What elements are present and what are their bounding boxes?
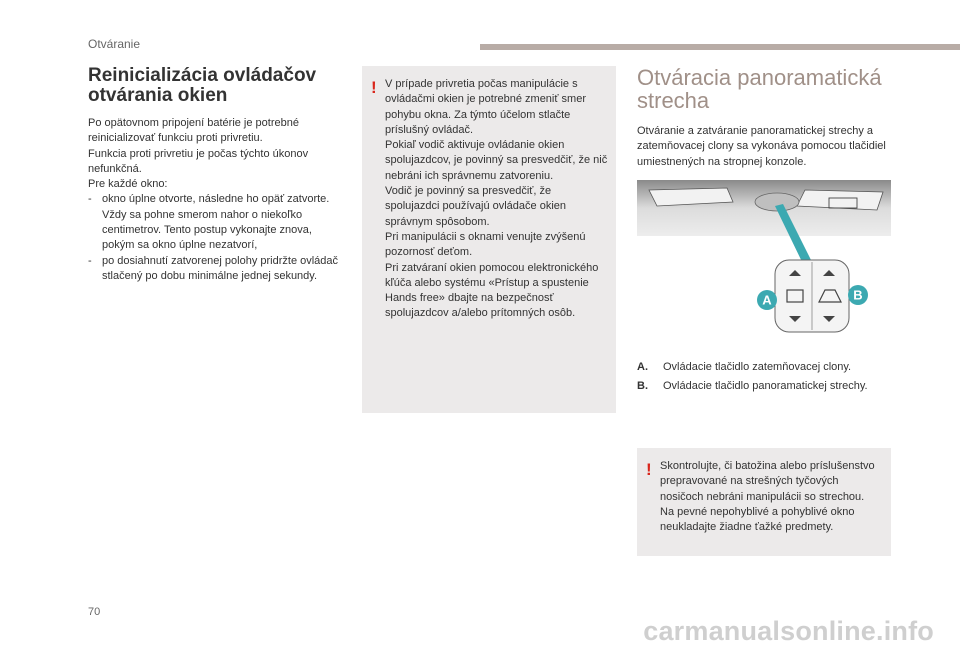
- warning-box: [362, 66, 616, 413]
- intro-line: Po opätovnom pripojení batérie je potrebné reinicializovať funkciu proti privretiu.: [88, 117, 299, 145]
- legend-item: [637, 360, 891, 375]
- panoramic-roof-title: Otváracia panoramatická strecha: [637, 65, 882, 113]
- bullet-text: po dosiahnutí zatvorenej polohy pridržte ovládač stlačený po dobu minimálne jednej sekundy.: [102, 254, 339, 282]
- warning-text: [385, 77, 608, 322]
- label-b: B: [853, 287, 863, 303]
- section-title: Reinicializácia ovládačov otvárania okien: [88, 65, 317, 106]
- bullet-dash: -: [88, 254, 92, 267]
- warning-paragraph: Vodič je povinný sa presvedčiť, že spolujazdci používajú ovládače okien správnym spôsobom.: [385, 185, 567, 228]
- warning-paragraph: Na pevné nepohyblivé a pohyblivé okno neukladajte žiadne ťažké predmety.: [660, 505, 855, 534]
- panoramic-roof-intro: Otváranie a zatváranie panoramatickej strechy a zatemňovacej clony sa vykonáva pomocou tlačidiel umiestnených na stropnej konzole.: [637, 125, 886, 168]
- roof-console-illustration: [637, 180, 891, 340]
- watermark: carmanualsonline.info: [643, 616, 934, 646]
- legend-key: A.: [637, 361, 648, 373]
- bullet-item: [88, 192, 340, 253]
- legend-item: [637, 379, 891, 394]
- warning-paragraph: Pri zatváraní okien pomocou elektronického kľúča alebo systému «Prístup a spustenie Hands free» dbajte na bezpečnosť spolujazdcov a/alebo prítomných osôb.: [385, 261, 599, 320]
- warning-text: [660, 459, 883, 535]
- sun-visor-right: [797, 190, 883, 210]
- warning-paragraph: V prípade privretia počas manipulácie s ovládačmi okien je potrebné zmeniť smer pohybu okna. Za týmto účelom stlačte príslušný ovládač.: [385, 78, 586, 136]
- intro-line: Funkcia proti privretiu je počas týchto úkonov nefunkčná.: [88, 147, 309, 175]
- header-bar: [480, 44, 960, 50]
- right-column: [637, 66, 891, 170]
- label-a: A: [762, 292, 772, 308]
- warning-paragraph: Pri manipulácii s oknami venujte zvýšenú pozornosť deťom.: [385, 230, 586, 259]
- legend-text: Ovládacie tlačidlo zatemňovacej clony.: [663, 361, 852, 373]
- page-number: 70: [88, 606, 101, 618]
- warning-icon: !: [371, 78, 377, 97]
- warning-box: [637, 448, 891, 556]
- bullet-dash: -: [88, 193, 92, 206]
- legend-text: Ovládacie tlačidlo panoramatickej strechy.: [663, 380, 868, 392]
- legend-key: B.: [637, 380, 648, 392]
- warning-icon: !: [646, 460, 652, 479]
- bullet-item: [88, 254, 340, 285]
- bullet-text: okno úplne otvorte, následne ho opäť zatvorte. Vždy sa pohne smerom nahor o niekoľko centimetrov. Tento postup vykonajte znova, pokým sa okno úplne nezatvorí,: [102, 193, 330, 252]
- warning-paragraph: Skontrolujte, či batožina alebo príslušenstvo prepravované na strešných tyčových nosičoch nebráni manipulácii so strechou.: [660, 460, 875, 503]
- intro-paragraphs: [88, 116, 340, 192]
- intro-line: Pre každé okno:: [88, 178, 168, 191]
- left-column: [88, 66, 340, 284]
- warning-paragraph: Pokiaľ vodič aktivuje ovládanie okien spolujazdcov, je povinný sa presvedčiť, že nič nebráni ich správnemu zatvoreniu.: [385, 139, 608, 182]
- section-header-label: Otváranie: [88, 37, 141, 51]
- figure-legend: [637, 360, 891, 398]
